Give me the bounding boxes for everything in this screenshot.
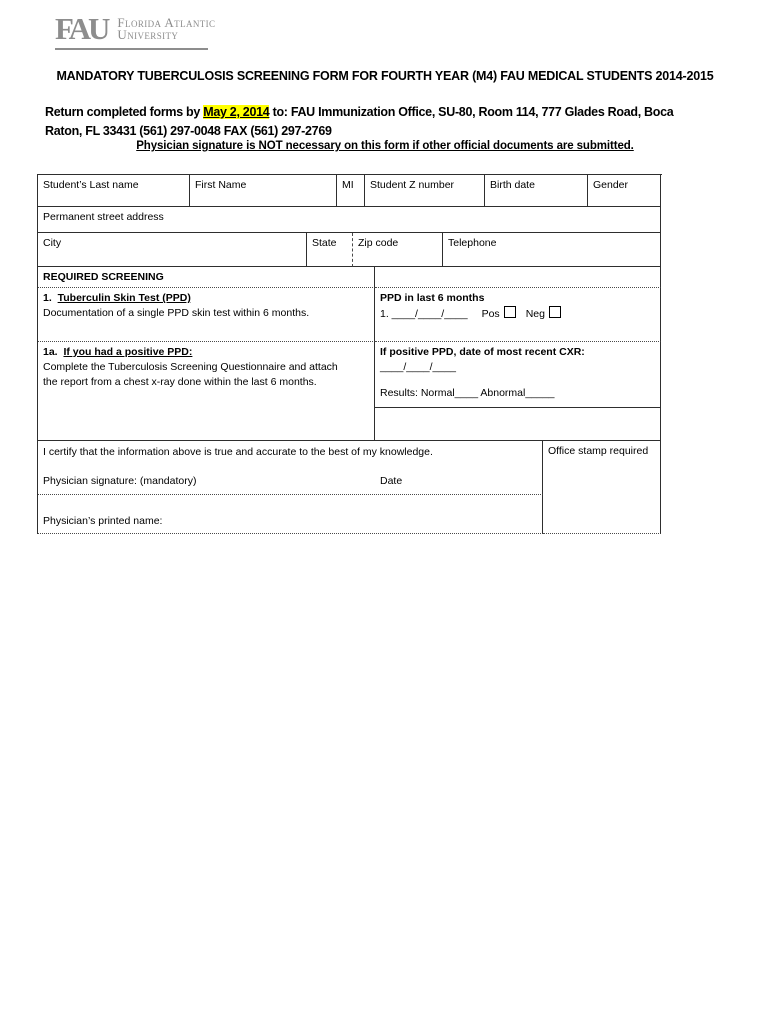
fau-logo-line1: Florida Atlantic xyxy=(117,15,216,30)
office-stamp-label: Office stamp required xyxy=(548,445,649,457)
required-screening-header-cell xyxy=(38,267,375,288)
telephone-label: Telephone xyxy=(448,237,497,249)
birth-date-cell[interactable] xyxy=(485,175,588,207)
ppd-neg-checkbox[interactable] xyxy=(549,306,561,318)
gender-label: Gender xyxy=(593,179,629,191)
ppd-item-number: 1. xyxy=(43,292,52,304)
mi-label: MI xyxy=(342,179,354,191)
signature-row xyxy=(43,474,537,489)
certify-statement: I certify that the information above is true and accurate to the best of my knowledge. xyxy=(43,446,433,458)
fau-logo-text xyxy=(117,17,215,41)
cxr-empty-cell[interactable] xyxy=(375,408,661,441)
gender-cell[interactable] xyxy=(588,175,661,207)
cxr-record-cell xyxy=(375,342,661,408)
zip-label: Zip code xyxy=(358,237,399,249)
physician-signature-label[interactable]: Physician signature: (mandatory) xyxy=(43,475,197,488)
certification-cell xyxy=(38,441,543,495)
city-label: City xyxy=(43,237,62,249)
ppd-pos-label: Pos xyxy=(481,308,500,321)
mi-cell[interactable] xyxy=(337,175,365,207)
ppd-date-line xyxy=(380,306,655,322)
first-name-cell[interactable] xyxy=(190,175,337,207)
z-number-cell[interactable] xyxy=(365,175,485,207)
ppd-neg-label: Neg xyxy=(525,308,545,321)
positive-ppd-item-number: 1a. xyxy=(43,346,58,358)
cxr-date-blank[interactable]: ____/____/____ xyxy=(380,361,456,374)
telephone-cell[interactable] xyxy=(443,233,661,267)
state-label: State xyxy=(312,237,337,249)
positive-ppd-item-cell xyxy=(38,342,375,441)
ppd-item-cell xyxy=(38,288,375,342)
logo-underline xyxy=(55,48,208,50)
required-screening-empty-cell xyxy=(375,267,661,288)
positive-ppd-description-line2: the report from a chest x-ray done within the last 6 months. xyxy=(43,376,317,389)
z-number-label: Student Z number xyxy=(370,179,455,191)
city-cell[interactable] xyxy=(38,233,307,267)
ppd-item-description: Documentation of a single PPD skin test within 6 months. xyxy=(43,307,310,320)
birth-date-label: Birth date xyxy=(490,179,535,191)
ppd-record-cell xyxy=(375,288,661,342)
form-title: MANDATORY TUBERCULOSIS SCREENING FORM FOR FOURTH YEAR (M4) FAU MEDICAL STUDENTS 2014-2015 xyxy=(56,69,714,83)
signature-date-label[interactable]: Date xyxy=(380,475,403,488)
ppd-date-blank[interactable]: 1. ____/____/____ xyxy=(380,308,468,321)
state-cell[interactable] xyxy=(307,233,353,267)
intro-text-after: to: FAU Immunization Office, SU-80, Room 114, 777 Glades Road, Boca xyxy=(269,105,674,119)
ppd-item-title-line xyxy=(43,291,369,306)
required-screening-label: REQUIRED SCREENING xyxy=(43,271,164,283)
printed-name-cell[interactable] xyxy=(38,495,543,534)
fau-logo-mark: FAU xyxy=(55,11,108,46)
address-cell[interactable] xyxy=(38,207,661,233)
intro-text-line2: Raton, FL 33431 (561) 297-0048 FAX (561) 297-2769 xyxy=(45,123,332,138)
cxr-record-title: If positive PPD, date of most recent CXR: xyxy=(380,346,585,358)
cxr-results-line[interactable]: Results: Normal____ Abnormal_____ xyxy=(380,387,555,400)
return-instructions xyxy=(45,103,750,140)
positive-ppd-title-line xyxy=(43,345,369,360)
printed-name-label: Physician’s printed name: xyxy=(43,514,163,527)
ppd-pos-checkbox[interactable] xyxy=(504,306,516,318)
positive-ppd-item-title: If you had a positive PPD: xyxy=(63,346,193,358)
last-name-cell[interactable] xyxy=(38,175,190,207)
ppd-item-title: Tuberculin Skin Test (PPD) xyxy=(57,292,191,304)
last-name-label: Student’s Last name xyxy=(43,179,139,191)
due-date-highlight: May 2, 2014 xyxy=(203,105,270,119)
screening-form-table xyxy=(37,174,662,534)
fau-logo-line2: University xyxy=(117,27,179,42)
first-name-label: First Name xyxy=(195,179,247,191)
intro-text-before: Return completed forms by xyxy=(45,105,204,119)
office-stamp-cell xyxy=(543,441,661,534)
physician-signature-note: Physician signature is NOT necessary on this form if other official documents are submitted. xyxy=(136,140,634,152)
positive-ppd-description-line1: Complete the Tuberculosis Screening Questionnaire and attach xyxy=(43,361,338,374)
fau-logo xyxy=(55,11,216,50)
ppd-record-title: PPD in last 6 months xyxy=(380,292,485,304)
zip-cell[interactable] xyxy=(353,233,443,267)
address-label: Permanent street address xyxy=(43,211,164,223)
